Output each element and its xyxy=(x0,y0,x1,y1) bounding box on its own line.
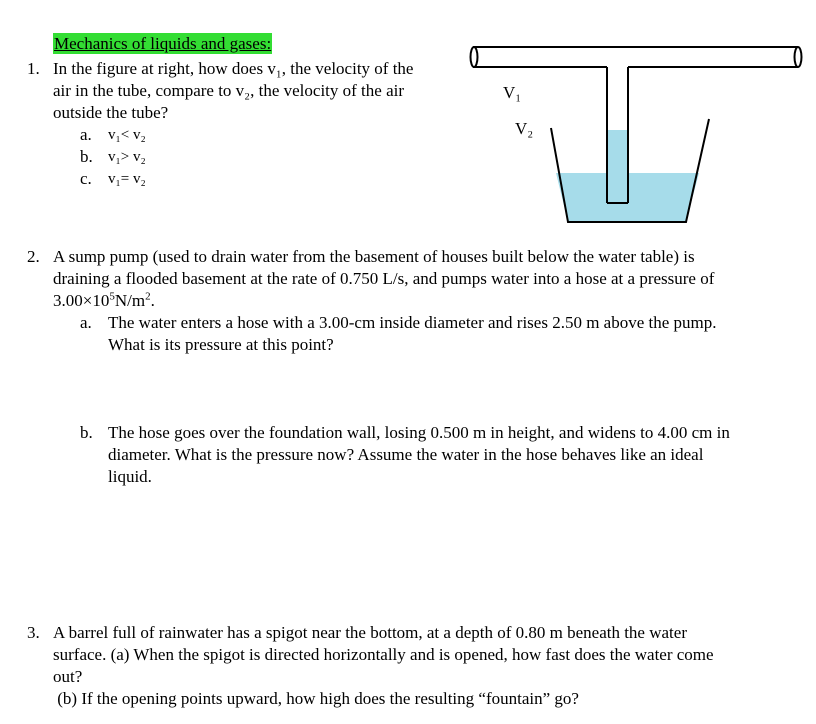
q1-line-3: outside the tube? xyxy=(53,103,169,122)
q1-line-1: In the figure at right, how does v₁, the velocity of the xyxy=(53,59,414,78)
q1-option-b-letter: b. xyxy=(80,147,93,166)
tube-right-opening xyxy=(795,47,802,67)
q1-option-c-letter: c. xyxy=(80,169,92,188)
q1-option-a-text: v₁< v₂ xyxy=(108,127,146,143)
q2b-line-2: diameter. What is the pressure now? Assume the water in the hose behaves like an ideal xyxy=(108,445,704,464)
q3-line-2: surface. (a) When the spigot is directed horizontally and is opened, how fast does the water come xyxy=(53,645,714,664)
q2-line-1: A sump pump (used to drain water from the basement of houses built below the water table) is xyxy=(53,247,695,266)
pressure-unit-exponent: 2 xyxy=(145,290,151,303)
q3-number: 3. xyxy=(27,623,40,642)
q1-option-a-letter: a. xyxy=(80,125,92,144)
q2-line-3 xyxy=(53,290,155,312)
q2-number: 2. xyxy=(27,247,40,266)
tube-left-opening xyxy=(471,47,478,67)
q2b-letter: b. xyxy=(80,423,93,442)
q2b-line-1: The hose goes over the foundation wall, losing 0.500 m in height, and widens to 4.00 cm in xyxy=(108,423,730,442)
pressure-end: . xyxy=(150,291,155,310)
q2-line-2: draining a flooded basement at the rate of 0.750 L/s, and pumps water into a hose at a pressure of xyxy=(53,269,715,288)
q3-line-3: out? xyxy=(53,667,83,686)
q1-number: 1. xyxy=(27,59,40,78)
label-v2: V₂ xyxy=(515,119,534,138)
q2a-line-1: The water enters a hose with a 3.00-cm inside diameter and rises 2.50 m above the pump. xyxy=(108,313,717,332)
q3-line-4: (b) If the opening points upward, how high does the resulting “fountain” go? xyxy=(53,689,579,708)
q2a-line-2: What is its pressure at this point? xyxy=(108,335,334,354)
pressure-unit: N/m xyxy=(114,291,146,310)
q1-option-b-text: v₁> v₂ xyxy=(108,149,146,165)
label-v1: V₁ xyxy=(503,83,522,102)
q1-option-c-text: v₁= v₂ xyxy=(108,171,146,187)
q2a-letter: a. xyxy=(80,313,92,332)
pressure-mantissa: 3.00×10 xyxy=(53,291,110,310)
worksheet-title: Mechanics of liquids and gases: xyxy=(54,34,272,53)
q2b-line-3: liquid. xyxy=(108,467,152,486)
q3-line-1: A barrel full of rainwater has a spigot near the bottom, at a depth of 0.80 m beneath the water xyxy=(53,623,687,642)
tube-figure xyxy=(0,0,816,240)
tube-water-column xyxy=(607,130,628,203)
q1-line-2: air in the tube, compare to v₂, the velocity of the air xyxy=(53,81,404,100)
pressure-exponent: 5 xyxy=(109,290,115,303)
